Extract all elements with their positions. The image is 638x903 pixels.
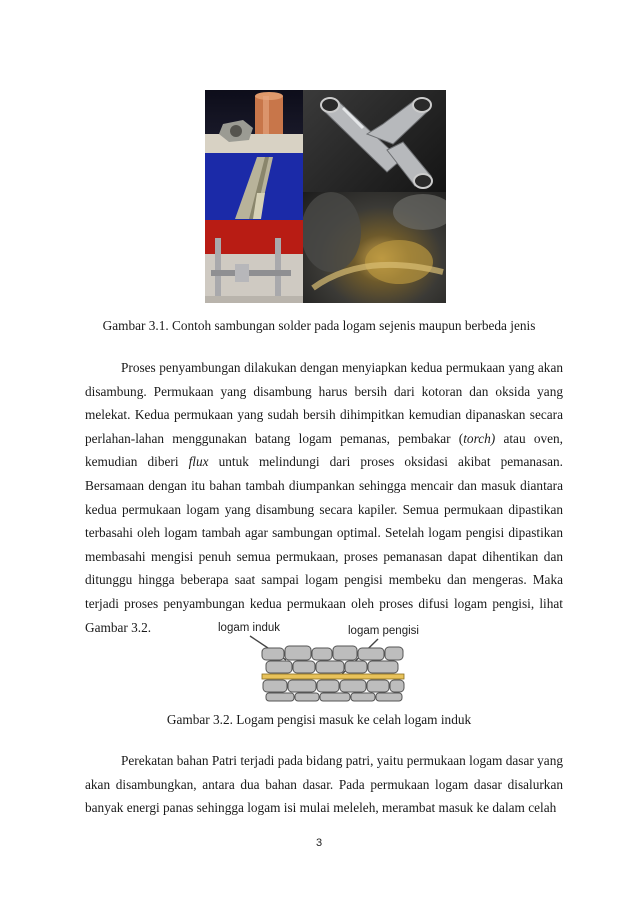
lap-joint-photo: [205, 220, 303, 303]
label-logam-induk: logam induk: [218, 622, 281, 634]
italic-torch: torch): [463, 430, 496, 446]
italic-flux: flux: [188, 454, 209, 470]
joint-cross-section: [210, 622, 440, 702]
figure-3-1-image: [205, 90, 446, 303]
copper-pipe-photo: [205, 90, 303, 153]
paragraph-1-text-b: atau oven, kemudian diberi: [85, 430, 563, 470]
paragraph-1-text-c: untuk melindungi dari proses oksidasi akibat pemanasan. Bersamaan dengan itu bahan tambah diumpankan sehingga mencair dan masuk diantara kedua permukaan logam yang disambung secara kapiler. Semua permukaan dipastikan terbasahi oleh logam tambah agar sambungan optimal. Setelah logam pengisi dipastikan membasahi mengisi penuh semua permukaan, proses pemanasan dapat dihentikan dan ditunggu hingga beberapa saat sampai logam pengisi membeku dan mengeras. Maka terjadi proses penyambungan kedua permukaan oleh proses difusi logam pengisi, lihat Gambar 3.2.: [85, 454, 563, 635]
label-logam-pengisi: logam pengisi: [348, 625, 419, 637]
brazed-joint-photo: [303, 192, 446, 303]
body-paragraph-1: [85, 356, 563, 639]
figure-3-2-diagram: [210, 622, 440, 702]
page-number: 3: [315, 837, 323, 849]
body-paragraph-2: [85, 749, 563, 820]
paragraph-1-text-a: Proses penyambungan dilakukan dengan menyiapkan kedua permukaan yang akan disambung. Permukaan yang disambung harus bersih dari kotoran dan oksida yang melekat. Kedua permukaan yang sudah bersih dihimpitkan kemudian dipanaskan secara perlahan-lahan menggunakan batang logam pemanas, pembakar (: [85, 360, 563, 446]
steel-tee-pipes-photo: [303, 90, 446, 192]
soldered-plate-photo: [205, 153, 303, 220]
figure-3-2-caption: Gambar 3.2. Logam pengisi masuk ke celah logam induk: [166, 712, 472, 727]
figure-3-1-caption: Gambar 3.1. Contoh sambungan solder pada logam sejenis maupun berbeda jenis: [102, 318, 536, 333]
paragraph-2-text: Perekatan bahan Patri terjadi pada bidang patri, yaitu permukaan logam dasar yang akan disambungkan, antara dua bahan dasar. Pada permukaan logam dasar disalurkan banyak energi panas sehingga logam isi mulai meleleh, merambat masuk ke dalam celah: [85, 753, 563, 816]
